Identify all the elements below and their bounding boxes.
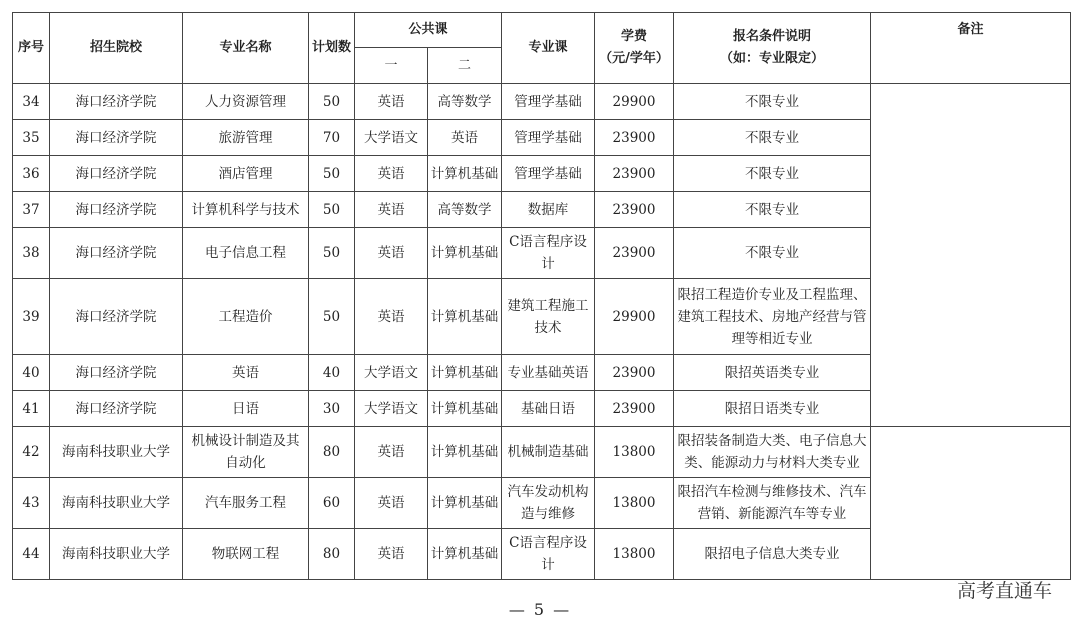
- cell-fee: 23900: [595, 156, 674, 192]
- cell-fee: 23900: [595, 355, 674, 391]
- cell-no: 44: [13, 529, 50, 580]
- cell-school: 海口经济学院: [50, 355, 183, 391]
- cell-condition: 不限专业: [674, 156, 871, 192]
- cell-no: 43: [13, 478, 50, 529]
- cell-public-2: 计算机基础: [428, 427, 502, 478]
- cell-no: 42: [13, 427, 50, 478]
- cell-public-1: 英语: [355, 156, 428, 192]
- cell-condition: 不限专业: [674, 228, 871, 279]
- header-major: 专业名称: [183, 13, 309, 84]
- cell-fee: 23900: [595, 391, 674, 427]
- cell-major-course: 管理学基础: [502, 156, 595, 192]
- cell-major-course: C语言程序设计: [502, 529, 595, 580]
- cell-public-2: 高等数学: [428, 192, 502, 228]
- header-remark: 备注: [871, 13, 1071, 84]
- cell-no: 36: [13, 156, 50, 192]
- cell-public-1: 英语: [355, 192, 428, 228]
- cell-remark-group-2: [871, 427, 1071, 580]
- cell-public-1: 英语: [355, 427, 428, 478]
- cell-major: 机械设计制造及其自动化: [183, 427, 309, 478]
- cell-no: 37: [13, 192, 50, 228]
- cell-no: 38: [13, 228, 50, 279]
- cell-plan: 60: [309, 478, 355, 529]
- cell-fee: 13800: [595, 427, 674, 478]
- cell-fee: 23900: [595, 120, 674, 156]
- cell-school: 海口经济学院: [50, 156, 183, 192]
- header-no: 序号: [13, 13, 50, 84]
- header-public-1: 一: [355, 48, 428, 84]
- cell-major: 人力资源管理: [183, 84, 309, 120]
- cell-plan: 50: [309, 156, 355, 192]
- cell-no: 39: [13, 279, 50, 355]
- cell-school: 海南科技职业大学: [50, 427, 183, 478]
- cell-no: 34: [13, 84, 50, 120]
- cell-school: 海口经济学院: [50, 192, 183, 228]
- cell-condition: 不限专业: [674, 84, 871, 120]
- cell-major-course: 基础日语: [502, 391, 595, 427]
- cell-public-2: 计算机基础: [428, 529, 502, 580]
- cell-condition: 限招工程造价专业及工程监理、建筑工程技术、房地产经营与管理等相近专业: [674, 279, 871, 355]
- cell-public-1: 英语: [355, 84, 428, 120]
- cell-public-2: 计算机基础: [428, 156, 502, 192]
- cell-public-2: 高等数学: [428, 84, 502, 120]
- cell-plan: 50: [309, 228, 355, 279]
- header-public-course: 公共课: [355, 13, 502, 48]
- cell-fee: 23900: [595, 192, 674, 228]
- cell-school: 海口经济学院: [50, 228, 183, 279]
- header-public-2: 二: [428, 48, 502, 84]
- cell-major: 工程造价: [183, 279, 309, 355]
- cell-fee: 13800: [595, 529, 674, 580]
- cell-major-course: 专业基础英语: [502, 355, 595, 391]
- header-major-course: 专业课: [502, 13, 595, 84]
- header-school: 招生院校: [50, 13, 183, 84]
- page-number: — 5 —: [508, 600, 572, 619]
- header-condition: [674, 13, 871, 84]
- cell-major-course: 数据库: [502, 192, 595, 228]
- cell-public-1: 英语: [355, 279, 428, 355]
- cell-condition: 限招装备制造大类、电子信息大类、能源动力与材料大类专业: [674, 427, 871, 478]
- cell-major-course: 建筑工程施工技术: [502, 279, 595, 355]
- header-plan: 计划数: [309, 13, 355, 84]
- cell-no: 35: [13, 120, 50, 156]
- cell-public-2: 计算机基础: [428, 391, 502, 427]
- header-condition-line1: 报名条件说明: [733, 29, 812, 44]
- cell-major-course: 机械制造基础: [502, 427, 595, 478]
- table-row: [13, 84, 1071, 120]
- cell-public-2: 英语: [428, 120, 502, 156]
- cell-public-2: 计算机基础: [428, 279, 502, 355]
- cell-public-2: 计算机基础: [428, 478, 502, 529]
- cell-major: 物联网工程: [183, 529, 309, 580]
- cell-plan: 40: [309, 355, 355, 391]
- cell-public-1: 英语: [355, 529, 428, 580]
- cell-school: 海口经济学院: [50, 279, 183, 355]
- cell-fee: 29900: [595, 279, 674, 355]
- cell-condition: 不限专业: [674, 192, 871, 228]
- cell-plan: 80: [309, 427, 355, 478]
- cell-school: 海口经济学院: [50, 120, 183, 156]
- cell-condition: 限招英语类专业: [674, 355, 871, 391]
- cell-school: 海口经济学院: [50, 391, 183, 427]
- cell-fee: 29900: [595, 84, 674, 120]
- cell-major: 汽车服务工程: [183, 478, 309, 529]
- cell-major-course: C语言程序设计: [502, 228, 595, 279]
- cell-public-2: 计算机基础: [428, 355, 502, 391]
- cell-major: 英语: [183, 355, 309, 391]
- cell-public-1: 英语: [355, 478, 428, 529]
- cell-major-course: 管理学基础: [502, 120, 595, 156]
- cell-public-1: 英语: [355, 228, 428, 279]
- cell-major: 计算机科学与技术: [183, 192, 309, 228]
- cell-major: 日语: [183, 391, 309, 427]
- cell-major: 电子信息工程: [183, 228, 309, 279]
- cell-condition: 限招电子信息大类专业: [674, 529, 871, 580]
- cell-school: 海南科技职业大学: [50, 529, 183, 580]
- cell-public-1: 大学语文: [355, 120, 428, 156]
- cell-remark-group-1: [871, 84, 1071, 427]
- cell-public-1: 大学语文: [355, 391, 428, 427]
- cell-plan: 50: [309, 279, 355, 355]
- header-condition-line2: （如：专业限定）: [720, 51, 825, 66]
- cell-public-2: 计算机基础: [428, 228, 502, 279]
- cell-fee: 23900: [595, 228, 674, 279]
- cell-major-course: 汽车发动机构造与维修: [502, 478, 595, 529]
- cell-condition: 限招日语类专业: [674, 391, 871, 427]
- cell-public-1: 大学语文: [355, 355, 428, 391]
- header-fee: [595, 13, 674, 84]
- cell-no: 40: [13, 355, 50, 391]
- admission-table: [12, 12, 1071, 580]
- cell-plan: 80: [309, 529, 355, 580]
- cell-plan: 50: [309, 192, 355, 228]
- cell-no: 41: [13, 391, 50, 427]
- cell-plan: 50: [309, 84, 355, 120]
- cell-condition: 不限专业: [674, 120, 871, 156]
- cell-major: 酒店管理: [183, 156, 309, 192]
- table-row: [13, 427, 1071, 478]
- header-fee-line1: 学费: [621, 29, 648, 44]
- cell-condition: 限招汽车检测与维修技术、汽车营销、新能源汽车等专业: [674, 478, 871, 529]
- cell-plan: 30: [309, 391, 355, 427]
- cell-school: 海口经济学院: [50, 84, 183, 120]
- cell-major: 旅游管理: [183, 120, 309, 156]
- cell-school: 海南科技职业大学: [50, 478, 183, 529]
- watermark-text: 高考直通车: [956, 580, 1052, 602]
- header-fee-line2: （元/学年）: [599, 51, 669, 66]
- cell-plan: 70: [309, 120, 355, 156]
- cell-fee: 13800: [595, 478, 674, 529]
- cell-major-course: 管理学基础: [502, 84, 595, 120]
